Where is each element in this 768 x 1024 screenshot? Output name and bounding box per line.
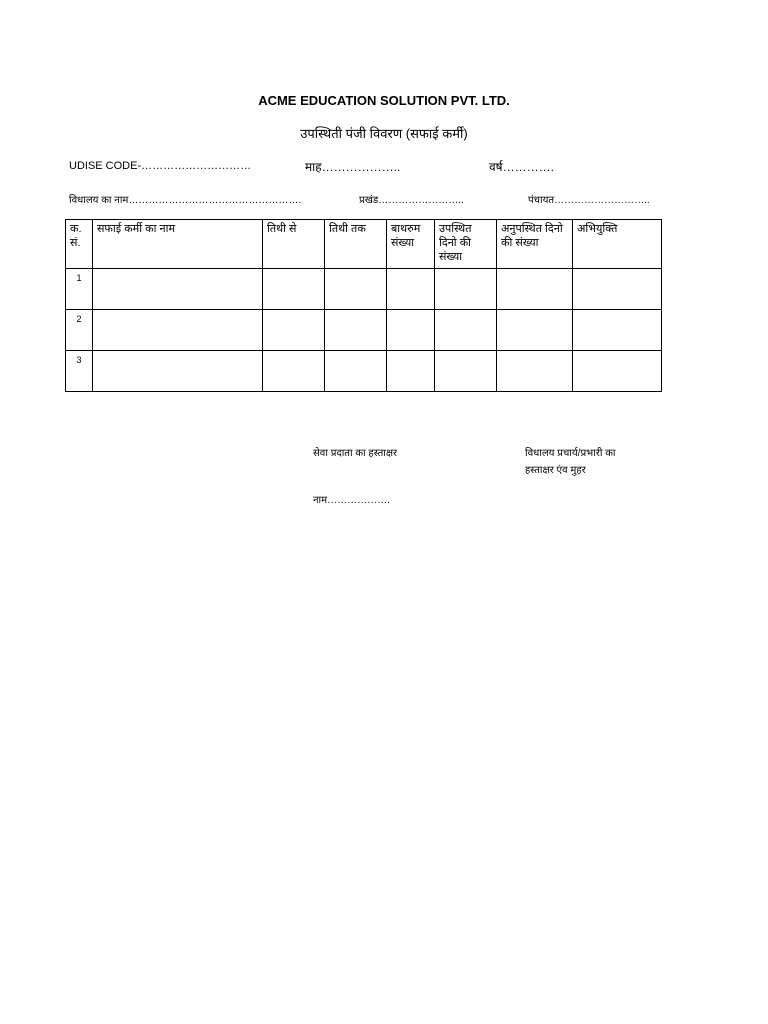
cell-present-days — [435, 351, 497, 392]
provider-signature-label: सेवा प्रदाता का हस्ताक्षर — [313, 448, 398, 459]
school-name-field: विधालय का नाम……………………………………………. — [69, 195, 302, 206]
table-row — [66, 310, 662, 351]
cell-date-to — [325, 351, 387, 392]
block-field: प्रखंड…………………….. — [359, 195, 464, 206]
col-serial-number: क. सं. — [66, 220, 93, 269]
month-field: माह……………….. — [305, 160, 401, 174]
cell-bathroom-count — [387, 269, 435, 310]
cell-worker-name — [93, 351, 263, 392]
cell-bathroom-count — [387, 310, 435, 351]
row-serial: 3 — [66, 351, 93, 392]
cell-remarks — [573, 351, 662, 392]
cell-worker-name — [93, 310, 263, 351]
udise-code-field: UDISE CODE-………………………… — [69, 160, 252, 172]
cell-absent-days — [497, 269, 573, 310]
cell-present-days — [435, 310, 497, 351]
cell-date-from — [263, 269, 325, 310]
cell-date-from — [263, 351, 325, 392]
principal-signature-label-line1: विधालय प्रचार्य/प्रभारी का — [525, 448, 616, 459]
cell-date-to — [325, 310, 387, 351]
row-serial: 2 — [66, 310, 93, 351]
col-worker-name: सफाई कर्मी का नाम — [93, 220, 263, 269]
col-date-from: तिथी से — [263, 220, 325, 269]
cell-present-days — [435, 269, 497, 310]
company-title: ACME EDUCATION SOLUTION PVT. LTD. — [258, 93, 510, 108]
col-bathroom-count: बाथरुम संख्या — [387, 220, 435, 269]
principal-signature-label-line2: हस्ताक्षर एंव मुहर — [525, 465, 586, 476]
col-present-days: उपस्थित दिनो की संख्या — [435, 220, 497, 269]
col-remarks: अभियुक्ति — [573, 220, 662, 269]
cell-absent-days — [497, 310, 573, 351]
panchayat-field: पंचायत……………………….. — [528, 195, 650, 206]
cell-remarks — [573, 269, 662, 310]
cell-worker-name — [93, 269, 263, 310]
cell-bathroom-count — [387, 351, 435, 392]
cell-date-to — [325, 269, 387, 310]
form-subtitle: उपस्थिती पंजी विवरण (सफाई कर्मी) — [300, 126, 468, 141]
cell-absent-days — [497, 351, 573, 392]
table-header-row — [66, 220, 662, 269]
col-date-to: तिथी तक — [325, 220, 387, 269]
table-row — [66, 269, 662, 310]
attendance-table — [65, 219, 662, 392]
table-row — [66, 351, 662, 392]
row-serial: 1 — [66, 269, 93, 310]
col-absent-days: अनुपस्थित दिनो की संख्या — [497, 220, 573, 269]
provider-name-field: नाम………………. — [313, 495, 390, 506]
cell-remarks — [573, 310, 662, 351]
year-field: वर्ष…………. — [489, 160, 554, 174]
cell-date-from — [263, 310, 325, 351]
